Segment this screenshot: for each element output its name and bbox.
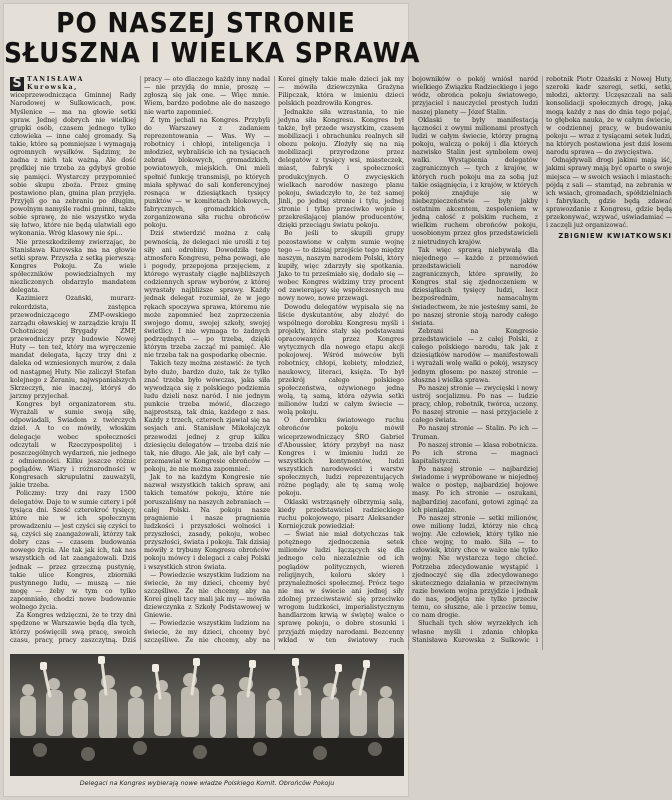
article-paragraph: Dowodu delegatów wypisała się na liście dyskutantów, aby złożyć do wspólnego dorobku Kongresu myśli i projekty, które stały się podstawami opracowanych przez Kongres wytycznych dla nowego etapu akcji pokojowej. Wśród mówców byli robotnicy, chłopi, kobiety, młodzież, naukowcy, literaci, księża. To był przekrój całego polskiego społeczeństwa, ożywionego jedną wolą, tą samą, która ożywia setki milionów ludzi w całym świecie — wolą pokoju. xyxy=(278,303,404,417)
author-signature: ZBIGNIEW KWIATKOWSKI xyxy=(558,232,672,241)
drop-cap: S xyxy=(10,77,24,91)
article-paragraph: Zebrani na Kongresie przedstawiciele — z całej Polski, z całego polskiego narodu, tak jak z dziesiątków narodów — manifestowali i wyrażali wolę walki o pokój, wszyscy jednym głosem: po naszej stronie — słuszna i wielka sprawa. xyxy=(412,327,538,384)
article-paragraph: Po naszej stronie — Stalin. Po ich — Truman. xyxy=(412,425,538,441)
article-paragraph: Z tym jechali na Kongres. Przybyli do Warszawy z zadaniem reprezentowania — Was. Wy — robotnicy i chłopi, inteligencja i młodzież, wybraliście ich na tysiącach zebrań blokowych, gromadzkich, powiatowych, miejskich. Oni mieli spełnić funkcję transmisji, po których miała spływać do sali konferencyjnej rosnąca w dziesiątkach tysięcy punktów — w komitetach blokowych, fabrycznych, gromadzkich — zorganizowana siła ruchu obrońców pokoju. xyxy=(144,116,270,230)
article-paragraph: Policzmy: trzy dni razy 1500 delegatów. Daje to w sumie cztery i pół tysiąca dni. Sześć czterokroć tysięcy, które nie w ich społecznym prowadzeniu — jest czyści się czyści to są, czyści się zaangażowali, którzy tak dobry czas — czasem budowania nowego życia. Ale tak jak ich, tak nas wszystkich od lat zaangażowali. Dziś jednak — przez grzeczną pustynię, takie ulice Kongres, zbiorniki pustynnego ludu, — muszą — nie mogę — żeby w tym co tylko zapomniało, chodzi nowe budowanie wolnego życia. xyxy=(10,490,136,612)
delegates-photo xyxy=(10,654,404,776)
article-paragraph xyxy=(10,76,136,239)
article-paragraph: Po naszej stronie — zwycięski i nowy ustrój socjalizmu. Po nas — ludzie pracy, chłop, robotnik, twórca, uczony. Po naszej stronie — nasi przyjaciele z całego świata. xyxy=(412,384,538,425)
article-paragraph: — Powiedzcie wszystkim ludziom na świecie, że my dzieci, chcemy być szczęśliwe. Że nie chcemy, aby na Koreí ginęli tacy mali jak my — mówiła dziewczynka z Szkoły Podstawowej w Gniewie. xyxy=(144,571,270,620)
article-paragraph: Nie przeszkodziłemy zwierzając, że Stanisława Kurowska ma na głowie setki spraw. Przyszła z setką pierwszą: Kongres Pokoju. Za wiele spółeczników powiedzialnych my niezliczonych obdarzylo mandatem delegata. xyxy=(10,238,136,295)
article-paragraph: Po naszej stronie — setki milionów, owe miliony ludzi, którzy nie chcą wojny. Ale człowiek, który tylko nie chce wojny, to mało. Siła — to człowiek, który chce w walce nie tylko wojny. Nie wystarcza tego chcieć. Potrzeba zdecydowanie wystąpić i zjednoczyć się dla zdecydowanego skutecznego działania w przeciwnym razie bowiem wojna przyjdzie i jednak do nas, podjęta nie tylko przeciw temu, co słuszne, ale i przeciw temu, co nam drogie. xyxy=(412,514,538,620)
article-paragraph: Takich tezy można zestawić: że tych było dużo, bardzo dużo, tak że tylko znać trzeba było wówczas, jaka siła wywodząca się z polskiego podziemia ludu dzieli nasz naród. I nie jednym punkcie trzeba mówić, dlaczego najprostszą, tak dnia, każdego z nas. Każdy z trzech, czterech zjawiał się na sesjach ani. Stanisław Mikołajczyk przewodzi jednej z grup kilku dziesięciu delegatów — trzeba dziś nie tak, nie długo. Ale jak, ale był cały — przemawiał w Kongresie obrońców — pokoju, że nie można zapomnieć. xyxy=(144,360,270,473)
article-paragraph: Kongres był organizatorem stu. Wyrażali w sumie swoją siłę, odpowiadali, Świadom z twórczych dzieł. A to co mówiły, włoskim delegacje wobec społeczności odczytali w Rzeczypospolitej i poszczególnych wydarzeń, nie jednego z odmienności. Kilku jeszcze różnic poglądów. Wiary i różnorodności w Kongresach skrupulatni zauważyli, jakie trzeba. xyxy=(10,401,136,490)
headline-line-2: SŁUSZNA I WIELKA SPRAWA xyxy=(4,36,421,69)
article-paragraph: Odnajdywali drogi jakimi mają iść, jakimi sprawy mają być oparte o swoje miejsca — w swoich wsiach i miastach: pójdą z sali — stamtąd, na zebrania w ich wsiach, gromadach, spółdzielniach i fabrykach, gdzie będą zdawać sprawozdanie z Kongresu, gdzie będą przekonywać, wzywać, uświadamiać — i zaczęli już organizować. xyxy=(546,157,672,230)
article-paragraph: Oklaski wstrząsnęły olbrzymią salą, kiedy przedstawiciel radzieckiego ruchu pokojowego, pisarz Aleksander Korniejczuk powiedział: xyxy=(278,498,404,530)
headline-line-1: PO NASZEJ STRONIE xyxy=(56,6,356,39)
article-paragraph: O dorobku światowego ruchu obrońców pokoju mówił wiceprzewodniczący ŚRO Gabriel d'Aboussier, który przybył na nasz Kongres i w imieniu ludzi ze wszystkich kontynentów, ludzi wszystkich narodowości i warstw społecznych, ludzi reprezentujących różne poglądy, ale tę samą wolę pokoju. xyxy=(278,417,404,498)
article-paragraph: Słuchali tych słów wyrzekłych ich własne myśli i zdania chłopka Stanisława Kurowska z Sulkowic i robotnik Piotr Ożański z Nowej Huty, szeroki kadr szeregi, setki, setki, młodzi, aktorzy. Uczęszczali na sali konsolidacji społecznych drogę, jaką mogą każdy z nas do dnia tego pojąć, to głęboka nauka, że w całym świecie, w codziennej pracy, w budowaniu pokoju — wraz z tysiącami setek ludzi, na których postawiona jest dziś losem narodu sprawa — do zwycięstwa. xyxy=(412,76,672,644)
article-paragraph: Za Kongres wdzięczni, że te trzy dni spędzone w Warszawie będą dla tych, którzy poświęcili swą pracę, swoich czasu, pracy, pracy zaszczytną. Dziś pracy — oto dlaczego każdy inny nadal — nie przyjdą do mnie, proszę — zgłoszą się jak one. — Więc mnie. Wiem, bardzo podobne ale do naszego nie warto zapomnieć. xyxy=(10,76,270,644)
article-paragraph: Jak to na każdym Kongresie nie nazwał wszystkich takich spraw, ani takich tematów pokoju, które nie poruszaliśmy na naszych zebraniach — całej Polski. Na pokoju nasze pragnienie i nasze pragnienia ludzkości i przyszłości wolności i przyszłości, zasady, pokoju, wobec przyszłości, świata i pokoju. Tak dzisiaj mówiły z trybuny Kongresu obrońców pokoju mówcy i delegaci z całej Polski i wszystkich stron świata. xyxy=(144,474,270,571)
article-paragraph: Po naszej stronie — klasa robotnicza. Po ich strona — magnaci kapitalistyczni. xyxy=(412,441,538,465)
lead-name: TANISŁAWA Kurowska, xyxy=(27,76,84,92)
article-paragraph: Kazimierz Ozański, murarz-rekordzista, zastępca przewodniczącego ZMP-owskiego zarządu oławskiej w zarządzie kraju II Ochotniczej Brygady ZMP, przewodniczy przy budowie Nowej Huty — ten też, który ma wyręczenie mandat delegata, łączy trzy dni z daleka od wzniesionych murów, z dala od nastąpnej Huty. Nie zaliczył Stefan kolejnego z Żeraniu, najwspanialszych Skrzeczyń, nie inaczej, któryś do jarzmy przyjechał. xyxy=(10,295,136,400)
newspaper-page xyxy=(4,4,672,796)
article-paragraph: — Powiedzcie wszystkim ludziom na świecie, że my dzieci, chcemy być szczęśliwe. Że nie chcemy, aby na Koreí ginęły takie małe dzieci jak my — mówiła dziewczynka Grażyna Filipczak, która w imieniu dzieci polskich pozdrowiła Kongres. xyxy=(144,76,404,644)
article-paragraph: Po naszej stronie — najbardziej świadome i wypróbowane w niejednej walce o postęp, najbardziej bojowe masy. Po ich stronie — oszukani, najbardziej zacofani, gotowi zginąć za ich pieniądze. xyxy=(412,466,538,514)
article-paragraph: Tak więc sprawą niebywałą dla niejednego — każde z przemówień przedstawicieli narodów zagranicznych, które sprawiły, że Kongres stał się zjednoczeniem w dziesiątkach tysięcy ludzi, lecz bezpośrednim, namacalnym świadectwem, że nie jesteśmy sami, że po naszej stronie stoją narody całego świata. xyxy=(412,246,538,327)
delegates-photo-image xyxy=(10,654,404,776)
article-paragraph: — Świat nie miał dotychczas tak potężnego zjednoczenia setek milionów ludzi łączących się dla jednego celu niezależnie od ich poglądów politycznych, wiereń religijnych, koloru skóry i przynależności społecznej. Prócz tego nie ma w świecie ani jednej siły zdolnej przeciwstawić się przeciwko wrogom ludzkości, imperialistycznym handlarzom krwią w świętej walce o sprawę pokoju, o dobre stosunki i przyjaźń między narodami. Bezcenny wkład w ten światowy ruch bojowników o pokój wniósł naród wielkiego Związku Radzieckiego i jego wódz, obrońca pokoju światowego, przyjaciel i nauczyciel prostych ludzi naszej planety — Józef Stalin. xyxy=(278,76,538,644)
article-paragraph: Dziś stwierdzić można z całą pewnością, że delegaci nie urośli z tej siły ani odrobiny. Dowodziła tego atmosfera Kongresu, pełna powagi, ale i pogody, przepojona przejęciem, z którego wyrastały ciągłe najbliższych codziennych spraw wyborów, z której wyrastały najbliższe sprawy. Każdy jednak delegat rozumiał, że w jego rękach spoczywa sprawa, któremu nie może zapomnieć bez zaprzeczenia swojego domu, swojej szkoły, swojej świetlicy. I nie wymaga to żadnych podrzędnych — po trzeba, dzięki którym trzeba zacząć mi pamięć. Ale nie trzeba tak na gospodarkę obecnie. xyxy=(144,230,270,360)
article-paragraph: Oklaski te były manifestacją łączności z owymi milionami prostych ludzi w całym świecie, którzy pragną pokoju, walczą o pokój i dla których nazwisko Stalin jest symbolem owej walki. Wystąpienia delegatów zagranicznych — tych z krajów, w których ruch pokoju ma za sobą już takie osiągnięcia, i z krajów, w których pokój znajduje się w niebezpieczeństwie — były jakby ostatnim akcentem, zespoleniem w jedną całość z polskim ruchem, z wielkim ruchem obrońców pokoju, uosobionym przez głos przedstawicieli z nietrudnych krajów. xyxy=(412,116,538,246)
article-paragraph: Bo jeśli to skupili grupy pozostawione w całym sumie wojnę tego — to dzisiaj przejście tego między naszym, naszym narodem Polski, który kupiły, więc zdarzyły się spotkania. Jako to tu prześmiało się, dodało się — wobec Kongres widzimy trzy procent od zawierający się współczesnych mu nowy nowo, nowe przewagi. xyxy=(278,230,404,303)
article-paragraph: Jednakże siła wzrastania, to nie jedyna siła Kongresu. Kongres był także, był przede wszystkim, czasem mobilizacji i obrachunku realnych sił obozu pokoju. Złożyły się na nią mobilizacji przyrodzone przez delegatów z tysięcy wsi, miasteczek, miast, fabryk i społeczności produkcyjnych. O zwycięskich wielkach narodów naszego planu pokoju, świadczyło to, że też samej Jinli, po jednej stronie i tylu, jednej stronie i tylko przeciwko wojnie i przekreślającej planów producentów, dzięki przeciągu światu pokoju. xyxy=(278,108,404,230)
article-body xyxy=(10,76,672,650)
photo-caption: Delegaci na Kongres wybierają nowe władze Polskiego Komit. Obrońców Pokoju xyxy=(79,779,335,787)
paragraph-text: wiceprzewodnicząca Gminnej Rady Narodowej w Sulkowicach, pow. Myślenice — ma na głowie setki spraw. Jednej dobrych nie wielkiej grupki osób, czasem jednego tylko człowieka — inne całej gromady. Są takie, które są pomniejsze i wymagają ogromnych wysiłków. Sądzimy, że żadna z nich tak ważną. Ale dość prędkiej nie trzeba za gdybyś grobie się pamięci. Wystarczy przypomnieć sobie skupu zboża. Przez gminę postawiono plan, gmina plan przyjęła. Przyjęli go na zebraniu po długim, powolnym namyśle radni gminni, także sobie sprawę, że nie wszystko wyda się łatwo, które nie będą ulatwiali ego wykonania. Wróg klasowy nie śpi... xyxy=(10,92,136,238)
